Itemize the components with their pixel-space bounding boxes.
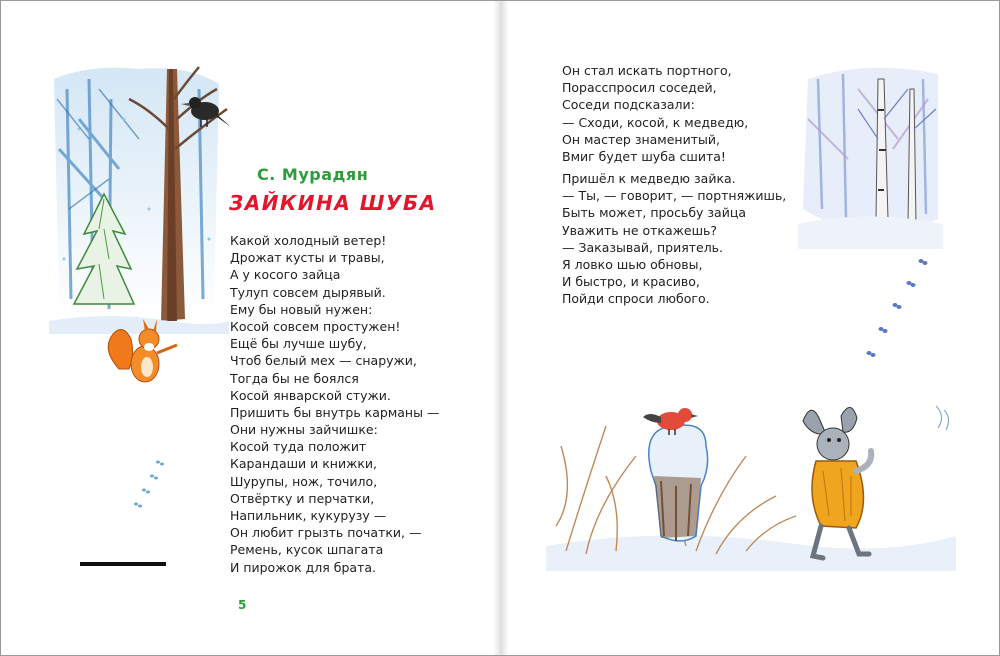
verse-line: Дрожат кусты и травы, [230, 250, 385, 266]
left-verse [230, 232, 439, 576]
verse-line: Быть может, просьбу зайца [562, 205, 746, 221]
verse-line: Уважить не откажешь? [562, 222, 718, 238]
verse-line: Тогда бы не боялся [230, 370, 359, 386]
page-number: 5 [238, 598, 247, 612]
verse-line: Косой совсем простужен! [230, 318, 401, 334]
verse-line: — Заказывай, приятель. [562, 239, 724, 255]
verse-line: Пришить бы внутрь карманы — [230, 404, 440, 420]
verse-line: Соседи подсказали: [562, 97, 695, 113]
verse-line: Напильник, кукурузу — [230, 508, 387, 523]
snowy-stump [649, 425, 708, 541]
verse-line: И быстро, и красиво, [562, 274, 700, 290]
verse-line: Порасспросил соседей, [562, 80, 717, 96]
right-verse-stanza-1 [562, 62, 748, 165]
left-page [1, 1, 499, 655]
verse-line: Вмиг будет шуба сшита! [562, 148, 726, 164]
poem-author: С. Мурадян [257, 165, 369, 184]
footprints-illustration [861, 251, 931, 381]
verse-line: Карандаши и книжки, [230, 456, 377, 472]
verse-line: И пирожок для брата. [230, 559, 376, 575]
right-page [501, 1, 999, 655]
verse-line: Ремень, кусок шпагата [230, 542, 384, 558]
verse-line: Я ловко шью обновы, [562, 256, 703, 272]
verse-line: А у косого зайца [230, 267, 341, 283]
footprints-illustration [126, 456, 176, 516]
verse-line: Тулуп совсем дырявый. [230, 284, 386, 300]
hare [803, 407, 871, 558]
verse-line: Шурупы, нож, точило, [230, 473, 378, 489]
verse-line: Ещё бы лучше шубу, [230, 336, 367, 352]
verse-line: Какой холодный ветер! [230, 233, 387, 248]
verse-line: Ему бы новый нужен: [230, 301, 373, 317]
verse-line: Пришёл к медведю зайка. [562, 171, 736, 186]
verse-line: Чтоб белый мех — снаружи, [230, 353, 417, 369]
verse-line: — Ты, — говорит, — портняжишь, [562, 188, 787, 204]
black-bar [80, 562, 166, 566]
birch-trees-illustration [798, 59, 943, 249]
verse-line: Косой туда положит [230, 439, 367, 455]
verse-line: Пойди спроси любого. [562, 291, 710, 307]
verse-line: Они нужны зайчишке: [230, 422, 378, 438]
verse-line: Он стал искать портного, [562, 63, 732, 78]
forest-illustration [49, 59, 229, 399]
verse-line: Он любит грызть початки, — [230, 525, 422, 541]
right-verse-stanza-2 [562, 170, 786, 308]
verse-line: Косой январской стужи. [230, 387, 391, 403]
hare-illustration [546, 386, 956, 581]
verse-line: Он мастер знаменитый, [562, 131, 720, 147]
verse-line: Отвёртку и перчатки, [230, 490, 375, 506]
verse-line: — Сходи, косой, к медведю, [562, 114, 749, 130]
poem-title: ЗАЙКИНА ШУБА [229, 191, 437, 215]
